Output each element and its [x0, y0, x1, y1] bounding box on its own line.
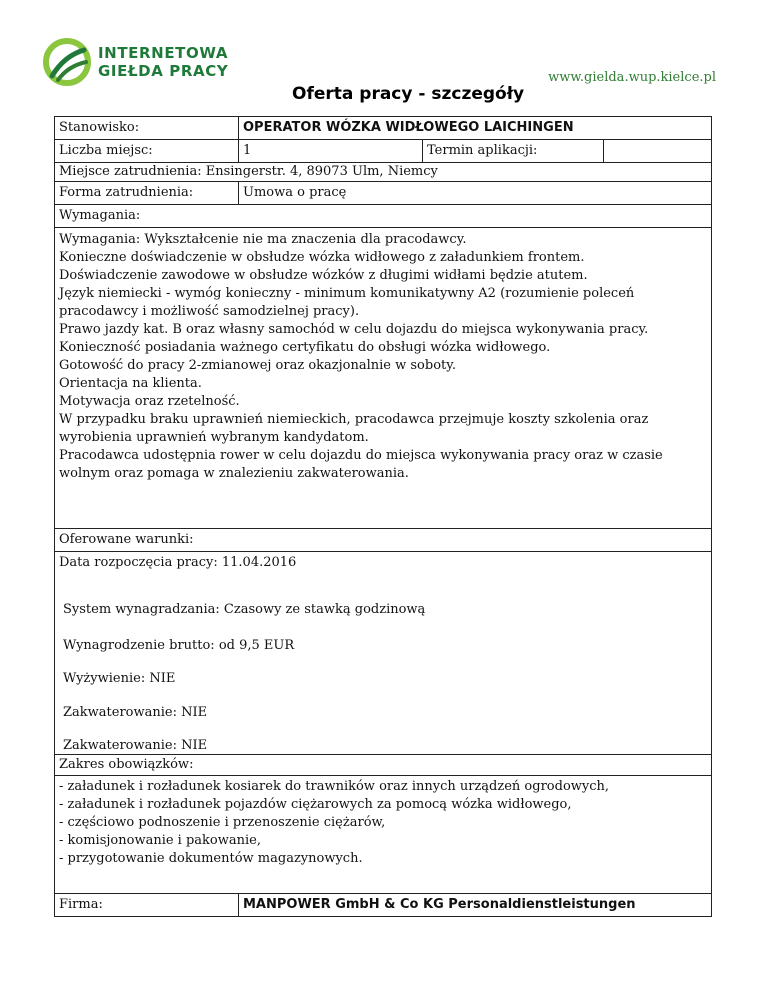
label-firma: Firma:: [59, 897, 103, 912]
zakres-body: [54, 775, 712, 894]
row-liczba-miejsc: [54, 139, 712, 163]
logo-text: [98, 44, 228, 80]
wymagania-text: [59, 231, 707, 483]
text-line: - załadunek i rozładunek pojazdów ciężarowych za pomocą wózka widłowego,: [59, 797, 572, 812]
text-line: Prawo jazdy kat. B oraz własny samochód w celu dojazdu do miejsca wykonywania pracy.: [59, 322, 649, 337]
wymagania-body: [54, 227, 712, 529]
text-line: - komisjonowanie i pakowanie,: [59, 833, 261, 848]
logo-line-2: GIEŁDA PRACY: [98, 62, 229, 80]
text-line: Konieczne doświadczenie w obsłudze wózka widłowego z załadunkiem frontem.: [59, 250, 585, 265]
value-liczba-miejsc: 1: [238, 140, 422, 162]
text-line: - przygotowanie dokumentów magazynowych.: [59, 851, 363, 866]
value-termin-aplikacji: [603, 140, 711, 162]
text-line: Doświadczenie zawodowe w obsłudze wózków z długimi widłami będzie atutem.: [59, 268, 588, 283]
value-stanowisko: OPERATOR WÓZKA WIDŁOWEGO LAICHINGEN: [238, 117, 711, 139]
label-forma: Forma zatrudnienia:: [59, 185, 194, 200]
text-line: Gotowość do pracy 2-zmianowej oraz okazjonalnie w soboty.: [59, 358, 457, 373]
wynagrodzenie-brutto: Wynagrodzenie brutto: od 9,5 EUR: [63, 638, 295, 653]
system-wynagradzania: System wynagradzania: Czasowy ze stawką godzinową: [63, 602, 426, 617]
zakres-text: [59, 778, 707, 868]
logo-line-1: INTERNETOWA: [98, 44, 229, 62]
row-stanowisko: [54, 116, 712, 140]
text-line: pracodawcy i możliwość samodzielnej pracy).: [59, 304, 360, 319]
label-liczba-miejsc: Liczba miejsc:: [59, 143, 153, 158]
text-line: Konieczność posiadania ważnego certyfikatu do obsługi wózka widłowego.: [59, 340, 551, 355]
row-firma: [54, 893, 712, 917]
label-warunki: Oferowane warunki:: [59, 532, 194, 547]
row-wymagania-header: [54, 204, 712, 228]
zakwaterowanie-2: Zakwaterowanie: NIE: [63, 738, 208, 753]
data-rozpoczecia: Data rozpoczęcia pracy: 11.04.2016: [59, 555, 297, 570]
row-warunki-header: [54, 528, 712, 552]
page-title: Oferta pracy - szczegóły: [292, 84, 525, 104]
text-line: - załadunek i rozładunek kosiarek do trawników oraz innych urządzeń ogrodowych,: [59, 779, 610, 794]
row-miejsce: [54, 162, 712, 182]
label-termin-aplikacji: Termin aplikacji:: [422, 140, 603, 162]
text-line: W przypadku braku uprawnień niemieckich, pracodawca przejmuje koszty szkolenia oraz: [59, 412, 649, 427]
text-line: Orientacja na klienta.: [59, 376, 202, 391]
value-miejsce: Miejsce zatrudnienia: Ensingerstr. 4, 89073 Ulm, Niemcy: [59, 164, 438, 179]
text-line: wolnym oraz pomaga w znalezieniu zakwaterowania.: [59, 466, 409, 481]
wyzywienie: Wyżywienie: NIE: [63, 671, 176, 686]
text-line: Motywacja oraz rzetelność.: [59, 394, 240, 409]
row-zakres-header: [54, 754, 712, 776]
text-line: Język niemiecki - wymóg konieczny - minimum komunikatywny A2 (rozumienie poleceń: [59, 286, 635, 301]
text-line: wyrobienia uprawnień wybranym kandydatom.: [59, 430, 369, 445]
value-firma: MANPOWER GmbH & Co KG Personaldienstleistungen: [238, 894, 711, 916]
text-line: - częściowo podnoszenie i przenoszenie ciężarów,: [59, 815, 386, 830]
label-stanowisko: Stanowisko:: [59, 120, 140, 135]
label-zakres: Zakres obowiązków:: [59, 757, 194, 772]
zakwaterowanie-1: Zakwaterowanie: NIE: [63, 705, 208, 720]
text-line: Wymagania: Wykształcenie nie ma znaczenia dla pracodawcy.: [59, 232, 467, 247]
site-url[interactable]: www.gielda.wup.kielce.pl: [548, 70, 716, 85]
warunki-body: [54, 551, 712, 755]
text-line: Pracodawca udostępnia rower w celu dojazdu do miejsca wykonywania pracy oraz w czasie: [59, 448, 663, 463]
label-wymagania: Wymagania:: [59, 208, 141, 223]
value-forma: Umowa o pracę: [238, 182, 711, 204]
row-forma: [54, 181, 712, 205]
